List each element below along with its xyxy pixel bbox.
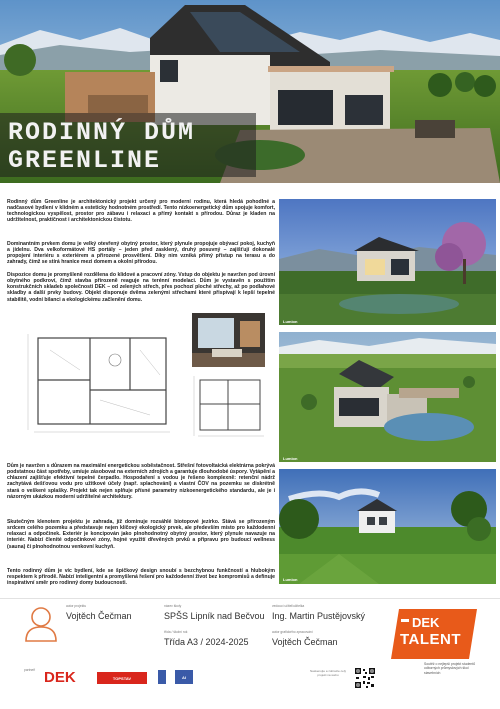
dek-logo: DEK xyxy=(44,669,76,686)
lumion-watermark: Lumion xyxy=(283,319,298,324)
closing-paragraph: Tento rodinný dům je víc bydlení, kde se špičkový design snoubí s bezchybnou funkčností a hlubokým respektem k přírodě. Nabízí inteligentní a promyšlená řešení pro každodenní život bez kompromisů a definuje inspirativní směr pro rodinný domy budoucnosti. xyxy=(7,568,275,587)
page-title-line-2: GREENLINE xyxy=(8,146,162,175)
talent-logo-top: DEK xyxy=(412,615,440,630)
qr-code-icon[interactable] xyxy=(354,667,376,689)
evening-exterior-render xyxy=(279,199,496,325)
garden-paragraph: Skutečným klenotem projektu je zahrada, jíž dominuje rozsáhlé biotopové jezírko. Stává se přirozeným srdcem celého pozemku a představuje nejen klíčový ekologický prvek, ale především místo pro každodenní relaxaci a odpočinek. Exteriér je koncipován jako plnohodnotný obytný prostor, který plynule navazuje na interiér. Nabízí členité odpočinkové zóny, hojné využití dřevěných prvků a připravu pro budoucí wellness (sauna) či plnohodnotnou venkovní kuchyň. xyxy=(7,519,275,550)
lumion-watermark: Lumion xyxy=(283,456,298,461)
partner-logo-1: TOPSTAV xyxy=(97,672,147,684)
layout-paragraph: Dispozice domu je promyšleně rozdělena do klidové a pracovní zóny. Vstup do objektu je navržen pod úrovní obytného podkroví, čímž stavba přirozeně reaguje na terénní modelaci. Dům je vystavěn s použitím konstrukčních skladeb společnosti DEK – od zelených střech, přes pochozí ploché střechy, až po podlahové skladby a další prvky budovy. Objekt disponuje dvěma zelenými střechami které přispívají k lepší tepelné stabilitě, vodní bilanci a ekologickému začlenění domu. xyxy=(7,272,275,303)
lumion-watermark: Lumion xyxy=(283,577,298,582)
school-name: SPŠS Lipník nad Bečvou xyxy=(164,611,265,621)
author-avatar-icon xyxy=(24,605,58,643)
garden-exterior-render xyxy=(279,469,496,584)
school-label: název školy xyxy=(164,604,182,608)
upper-floor-plan xyxy=(190,372,270,442)
energy-paragraph: Dům je navržen s důrazem na maximální energetickou soběstačnost. Střešní fotovoltaická elektrárna pokrývá podstatnou část spotřeby, umíuje zásobovat na externích zdrojích a garantuje dlouhodobé úspory. Vytápění a chlazení zajišťuje efektivní tepelné čerpadlo. Hospodaření s vodou je řešeno komplexně: retenční nádrž zachytává dešťovou vodu pro užitkové účely (např. splachování) a vlastní ČOV na pozemku se diskrétně stará o veškeré splašky. Projekt tak nejen splňuje přísné parametry nízkoenergetického standardu, ale je i názorným ukázkou moderní udržitelné architektury. xyxy=(7,463,275,500)
partner-logo-2-icon xyxy=(158,670,166,684)
footer xyxy=(0,598,500,709)
class-year: Třída A3 / 2024-2025 xyxy=(164,637,249,647)
intro-paragraph: Rodinný dům Greenline je architektonický projekt určený pro moderní rodinu, která hledá pohodlné a nadčasové bydlení v klidném a esteticky hodnotném prostředí. Tento nízkoenergetický dům spojuje komfort, technologickou vyspělost, prostor pro zábavu i relaxaci a přímý kontakt s přírodou. Důraz je kladen na udržitelnost, praktičnost i architektonickou čistotu. xyxy=(7,199,275,224)
partners-label: partneři xyxy=(24,668,36,672)
page-title-line-1: RODINNÝ DŮM xyxy=(8,118,196,147)
ground-floor-plan xyxy=(20,330,180,438)
living-space-paragraph: Dominantním prvkem domu je velký otevřený obytný prostor, který plynule propojuje obývací pokoj, kuchyň a jídelnu. Dva velkoformátové HS portály – jeden před zasklený, druhý posuvný – zajišťují dokonalé propojení interiéru s exteriérem a přirozené prosvětlení. Díky nim vzniká přímý přístup na terasu a do zahrady, čímž se stírá hranice mezi domem a okolní přírodou. xyxy=(7,241,275,266)
author-label: autor projektu xyxy=(66,604,87,608)
graphic-author-label: autor grafického zpracování xyxy=(272,630,313,634)
partner-logo-3: AI xyxy=(175,670,193,684)
aerial-exterior-render xyxy=(279,332,496,462)
qr-caption: Naskenujte a zobrazte celý projekt na webu xyxy=(309,669,347,677)
talent-description: Soutěž o nejlepší projekt studentů odborných průmyslových škol stavebních xyxy=(424,662,476,675)
talent-logo-bottom: TALENT xyxy=(400,631,462,648)
teacher-label: vedoucí učitel/učitelka xyxy=(272,604,305,608)
teacher-name: Ing. Martin Pustějovský xyxy=(272,611,366,621)
interior-render xyxy=(192,313,265,367)
class-label: třída / školní rok xyxy=(164,630,188,634)
graphic-author-name: Vojtěch Čečman xyxy=(272,637,338,647)
author-name: Vojtěch Čečman xyxy=(66,611,132,621)
